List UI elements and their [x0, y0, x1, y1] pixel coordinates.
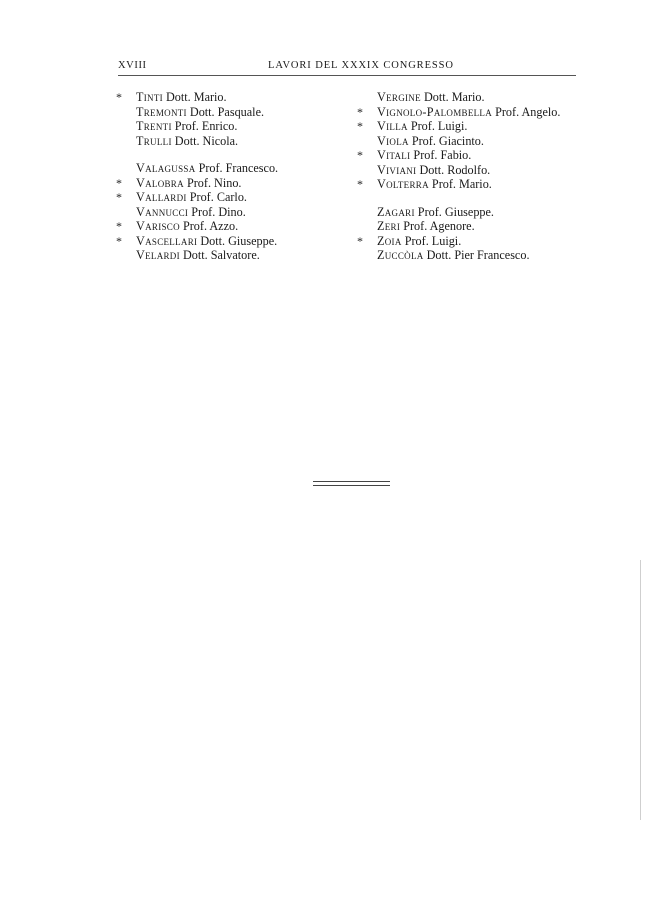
member-title-and-name: Dott. Pier Francesco. [423, 248, 530, 262]
member-entry [357, 219, 587, 234]
member-asterisk: * [116, 190, 122, 204]
ornament-rule-top [313, 481, 390, 482]
member-title-and-name: Prof. Luigi. [407, 119, 468, 133]
member-surname: Valagussa [136, 161, 196, 175]
member-surname: Zagari [377, 204, 415, 219]
member-title-and-name: Prof. Enrico. [171, 119, 238, 133]
member-asterisk: * [357, 148, 363, 162]
member-entry [116, 134, 336, 149]
member-entry [357, 134, 587, 149]
member-surname: Velardi [136, 248, 180, 262]
member-entry [357, 177, 587, 192]
member-title-and-name: Prof. Angelo. [492, 104, 561, 119]
member-title-and-name: Prof. Francesco. [195, 161, 279, 175]
member-surname: Vitali [377, 148, 411, 162]
member-title-and-name: Prof. Azzo. [179, 219, 239, 233]
member-title-and-name: Prof. Dino. [188, 204, 246, 219]
member-title-and-name: Prof. Agenore. [400, 219, 475, 233]
member-surname: Zeri [377, 219, 401, 233]
member-entry [116, 161, 336, 176]
member-asterisk: * [116, 90, 122, 104]
member-title-and-name: Prof. Giacinto. [408, 133, 484, 148]
page-number: XVIII [118, 60, 147, 71]
member-asterisk: * [116, 233, 122, 248]
member-entry [116, 176, 336, 191]
member-surname: Villa [377, 119, 408, 133]
member-entry [357, 105, 587, 120]
member-entry [116, 219, 336, 234]
member-surname: Vascellari [136, 233, 198, 248]
member-title-and-name: Dott. Mario. [162, 90, 227, 104]
member-surname: Viviani [377, 162, 417, 177]
member-list-right-column [357, 90, 587, 263]
member-entry [357, 248, 587, 263]
member-surname: Vallardi [136, 190, 187, 204]
member-title-and-name: Dott. Salvatore. [179, 248, 260, 262]
member-surname: Zoia [377, 233, 402, 248]
member-title-and-name: Prof. Carlo. [186, 190, 247, 204]
scan-edge-shadow [640, 560, 641, 820]
member-surname: Tinti [136, 90, 163, 104]
member-asterisk: * [116, 219, 122, 233]
member-entry [357, 148, 587, 163]
member-title-and-name: Prof. Fabio. [410, 148, 472, 162]
member-title-and-name: Prof. Giuseppe. [414, 204, 494, 219]
member-entry [116, 119, 336, 134]
member-entry [116, 190, 336, 205]
member-entry [357, 234, 587, 249]
member-entry [357, 90, 587, 105]
member-title-and-name: Dott. Pasquale. [186, 104, 265, 119]
member-entry [116, 105, 336, 120]
member-asterisk: * [357, 104, 363, 119]
member-entry [357, 163, 587, 178]
member-surname: Varisco [136, 219, 180, 233]
member-surname: Trulli [136, 133, 172, 148]
member-title-and-name: Prof. Mario. [428, 177, 492, 191]
member-list-left-column [116, 90, 336, 263]
member-asterisk: * [357, 233, 363, 248]
member-entry [116, 205, 336, 220]
member-title-and-name: Prof. Nino. [183, 175, 242, 190]
end-of-list-ornament [313, 481, 390, 488]
header-rule [118, 75, 576, 76]
member-title-and-name: Dott. Nicola. [171, 133, 239, 148]
member-title-and-name: Dott. Giuseppe. [197, 233, 278, 248]
member-entry [357, 205, 587, 220]
member-surname: Vergine [377, 90, 421, 104]
member-surname: Tremonti [136, 104, 187, 119]
member-surname: Viola [377, 133, 409, 148]
member-surname: Vannucci [136, 204, 189, 219]
member-surname: Vignolo-Palombella [377, 104, 493, 119]
member-entry [357, 119, 587, 134]
member-surname: Valobra [136, 175, 184, 190]
member-title-and-name: Dott. Rodolfo. [416, 162, 491, 177]
member-entry [116, 90, 336, 105]
member-surname: Volterra [377, 177, 429, 191]
member-entry [116, 234, 336, 249]
member-surname: Zuccòla [377, 248, 424, 262]
ornament-rule-bottom [313, 485, 390, 486]
member-asterisk: * [357, 177, 363, 191]
member-entry [116, 248, 336, 263]
running-title: LAVORI DEL XXXIX CONGRESSO [268, 60, 454, 71]
member-surname: Trenti [136, 119, 172, 133]
member-title-and-name: Dott. Mario. [420, 90, 485, 104]
member-asterisk: * [116, 175, 122, 190]
member-asterisk: * [357, 119, 363, 133]
member-title-and-name: Prof. Luigi. [401, 233, 462, 248]
